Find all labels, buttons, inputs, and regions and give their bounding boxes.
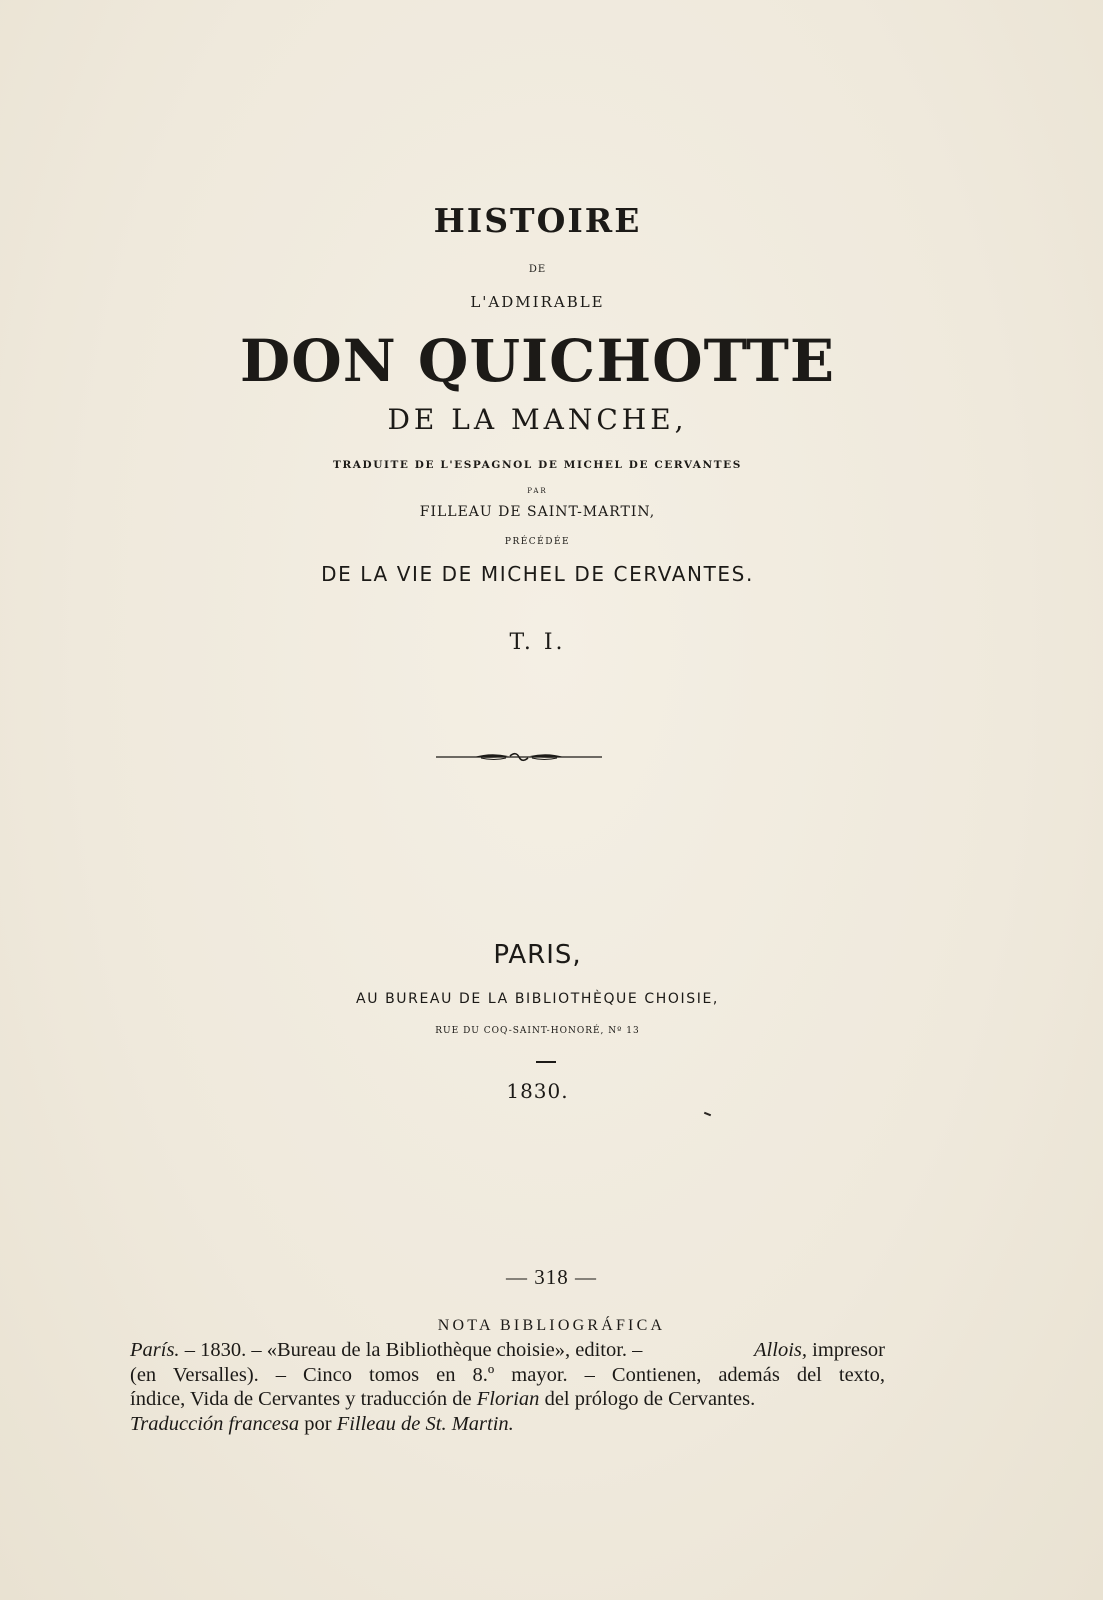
note-text-2: impresor <box>807 1339 885 1361</box>
ink-speck <box>704 1112 711 1116</box>
note-florian: Florian <box>476 1388 540 1410</box>
title-de-la-manche: DE LA MANCHE, <box>387 403 688 436</box>
short-rule <box>536 1061 556 1063</box>
imprint-city: PARIS, <box>493 940 582 970</box>
title-tome: T. I. <box>509 630 566 655</box>
note-printer: Allois, <box>754 1339 807 1361</box>
note-por: por <box>299 1412 337 1435</box>
note-text-4: del prólogo de Cervantes. <box>539 1388 756 1410</box>
note-translation: Traducción francesa <box>130 1412 300 1435</box>
title-vie-de-cervantes: DE LA VIE DE MICHEL DE CERVANTES. <box>321 562 754 586</box>
bibliographic-note <box>130 1338 885 1436</box>
title-don-quichotte: DON QUICHOTTE <box>239 327 836 395</box>
title-de: DE <box>528 264 547 275</box>
title-traduite: TRADUITE DE L'ESPAGNOL DE MICHEL DE CERVANTES <box>333 459 742 471</box>
note-line-4 <box>130 1412 885 1437</box>
title-precede: PRÉCÉDÉE <box>504 537 571 547</box>
title-histoire: HISTOIRE <box>433 201 642 240</box>
title-translator: FILLEAU DE SAINT-MARTIN, <box>419 504 656 520</box>
imprint-publisher: AU BUREAU DE LA BIBLIOTHÈQUE CHOISIE, <box>356 991 719 1007</box>
title-par: PAR <box>527 487 548 495</box>
imprint-year: 1830. <box>506 1079 569 1103</box>
page-number: — 318 — <box>506 1265 597 1289</box>
note-line-3 <box>130 1387 885 1412</box>
title-admirable: L'ADMIRABLE <box>470 293 605 311</box>
note-city: París. <box>130 1339 180 1361</box>
note-heading: NOTA BIBLIOGRÁFICA <box>437 1317 666 1334</box>
imprint-address: RUE DU COQ-SAINT-HONORÉ, Nº 13 <box>435 1026 640 1036</box>
note-text-3: índice, Vida de Cervantes y traducción de <box>130 1388 477 1410</box>
note-line-2: (en Versalles). – Cinco tomos en 8.º mayor. – Contienen, además del texto, <box>130 1363 885 1386</box>
note-text-1: – 1830. – «Bureau de la Bibliothèque choisie», editor. – <box>179 1339 643 1361</box>
ornament-divider <box>436 750 602 764</box>
note-line-1 <box>130 1338 885 1363</box>
note-translator: Filleau de St. Martin. <box>336 1412 514 1435</box>
